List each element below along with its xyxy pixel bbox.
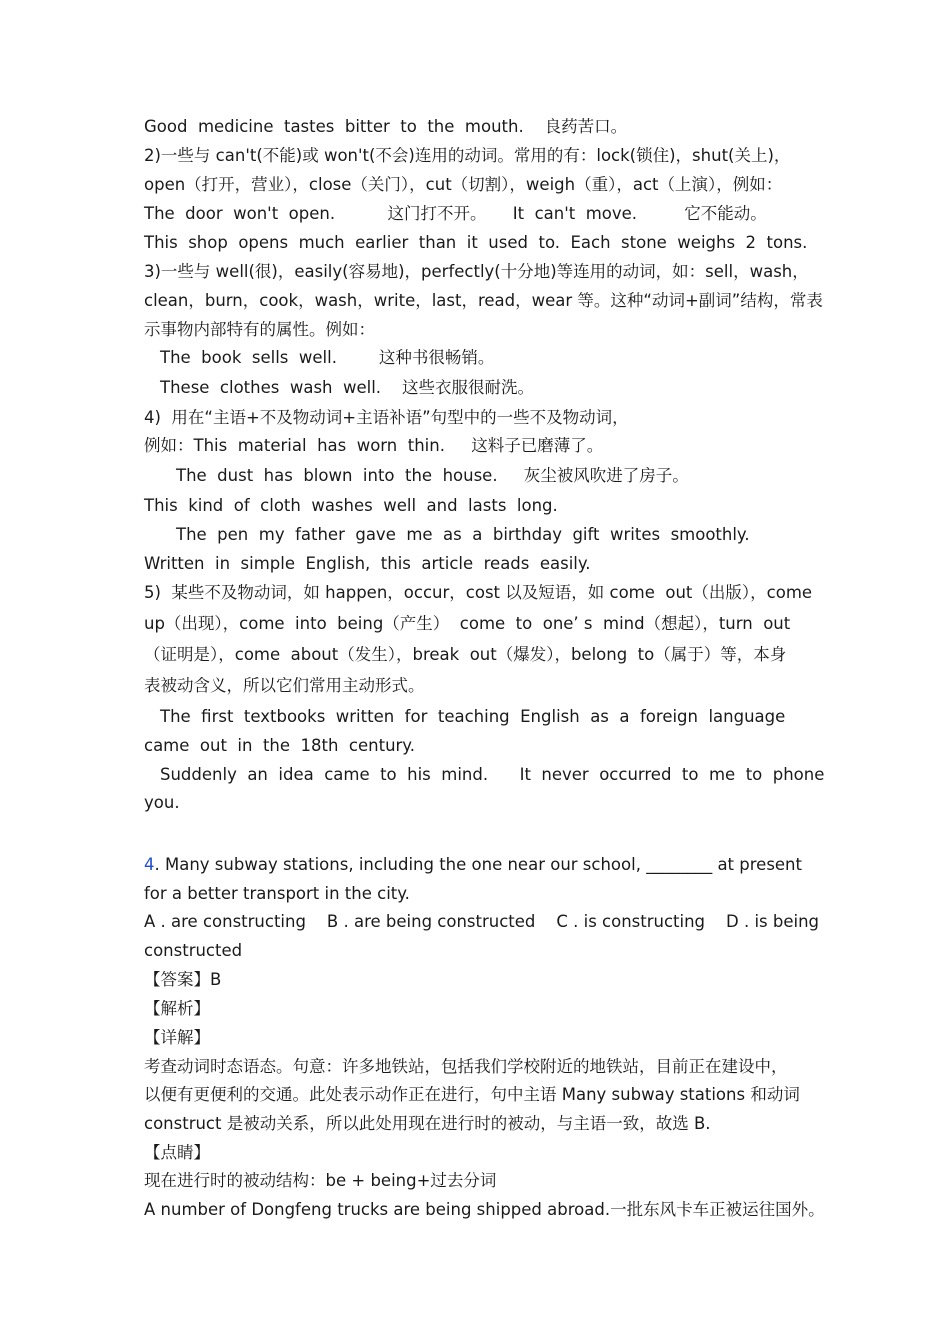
text-line: open（打开，营业），close（关门），cut（切割），weigh（重），act（上演），例如：: [144, 175, 783, 194]
text-line: 5) 某些不及物动词，如 happen，occur，cost 以及短语，如 come out（出版），come: [144, 583, 813, 602]
text-line: This kind of cloth washes well and lasts long.: [144, 496, 558, 515]
question-stem-text: . Many subway stations, including the one near our school, ________ at present: [154, 855, 802, 874]
tip-text: A number of Dongfeng trucks are being shipped abroad.一批东风卡车正被运往国外。: [144, 1200, 825, 1219]
text-line: The pen my father gave me as a birthday gift writes smoothly.: [176, 525, 750, 544]
question-number: 4: [144, 855, 155, 874]
text-line: clean，burn，cook，wash，write，last，read，wear 等。这种“动词+副词”结构，常表: [144, 291, 823, 310]
text-line: The dust has blown into the house. 灰尘被风吹进了房子。: [176, 466, 689, 485]
question-options: A . are constructing B . are being constructed C . is constructing D . is being: [144, 912, 820, 931]
text-line: This shop opens much earlier than it used to. Each stone weighs 2 tons.: [144, 233, 808, 252]
detail-text: 考查动词时态语态。句意：许多地铁站，包括我们学校附近的地铁站，目前正在建设中，: [144, 1057, 788, 1076]
tip-text: 现在进行时的被动结构：be + being+过去分词: [144, 1171, 497, 1190]
text-line: 表被动含义，所以它们常用主动形式。: [144, 676, 425, 695]
text-line: came out in the 18th century.: [144, 736, 415, 755]
text-line: These clothes wash well. 这些衣服很耐洗。: [160, 378, 535, 397]
text-line: you.: [144, 793, 180, 812]
question-options-cont: constructed: [144, 941, 243, 960]
text-line: 示事物内部特有的属性。例如：: [144, 320, 375, 339]
analysis-label: 【解析】: [144, 999, 210, 1018]
text-line: The book sells well. 这种书很畅销。: [160, 348, 495, 367]
tip-label: 【点睛】: [144, 1143, 210, 1162]
question-stem: [144, 854, 802, 876]
question-stem-cont: for a better transport in the city.: [144, 884, 410, 903]
text-line: The door won't open. 这门打不开。 It can't move. 它不能动。: [144, 204, 767, 223]
text-line: Good medicine tastes bitter to the mouth. 良药苦口。: [144, 117, 628, 136]
detail-text: construct 是被动关系，所以此处用现在进行时的被动，与主语一致，故选 B.: [144, 1114, 711, 1133]
text-line: up（出现），come into being（产生） come to one’ s mind（想起），turn out: [144, 614, 791, 633]
text-line: The first textbooks written for teaching English as a foreign language: [160, 707, 786, 726]
text-line: （证明是），come about（发生），break out（爆发），belong to（属于）等，本身: [144, 645, 787, 664]
text-line: 例如：This material has worn thin. 这料子已磨薄了。: [144, 436, 604, 455]
detail-text: 以便有更便利的交通。此处表示动作正在进行，句中主语 Many subway stations 和动词: [144, 1085, 800, 1104]
text-line: Suddenly an idea came to his mind. It never occurred to me to phone: [160, 765, 825, 784]
detail-label: 【详解】: [144, 1028, 210, 1047]
text-line: Written in simple English, this article reads easily.: [144, 554, 591, 573]
text-line: 4) 用在“主语+不及物动词+主语补语”句型中的一些不及物动词，: [144, 408, 629, 427]
text-line: 3)一些与 well(很)，easily(容易地)，perfectly(十分地)等连用的动词，如：sell，wash，: [144, 262, 809, 281]
text-line: 2)一些与 can't(不能)或 won't(不会)连用的动词。常用的有：lock(锁住)，shut(关上)，: [144, 146, 791, 165]
answer-label: 【答案】B: [144, 970, 222, 989]
